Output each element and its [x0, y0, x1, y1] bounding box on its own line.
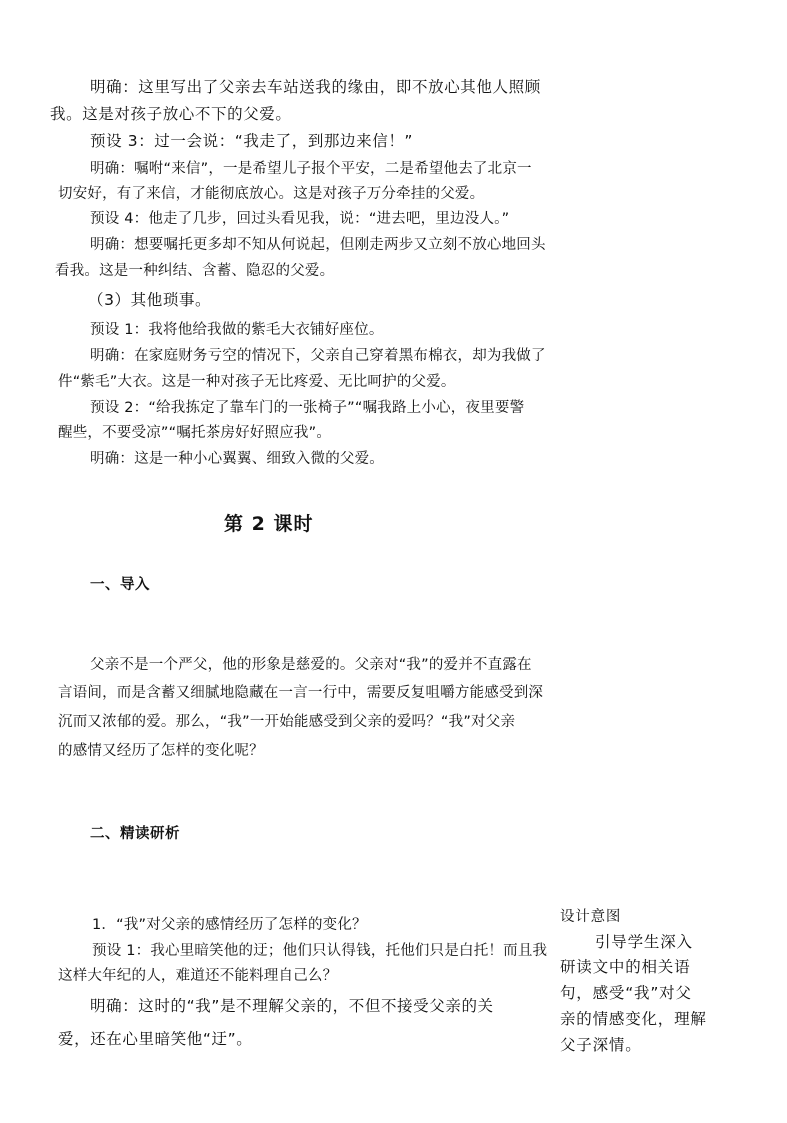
paragraph-line: 言语间，而是含蓄又细腻地隐藏在一言一行中，需要反复咀嚼方能感受到深: [58, 685, 544, 701]
paragraph-line: 的感情又经历了怎样的变化呢？: [58, 743, 264, 759]
preset-line: 预设 1：我心里暗笑他的迂；他们只认得钱，托他们只是白托！而且我: [92, 943, 548, 959]
question-line: 1．“我”对父亲的感情经历了怎样的变化？: [92, 917, 367, 933]
design-intent-line: 亲的情感变化，理解: [560, 1010, 707, 1028]
design-intent-line: 句，感受“我”对父: [560, 984, 692, 1002]
subsection-heading: （3）其他琐事。: [88, 291, 212, 309]
explanation-line: 明确：这是一种小心翼翼、细致入微的父爱。: [90, 451, 384, 467]
preset-line: 预设 1：我将他给我做的紫毛大衣铺好座位。: [90, 322, 384, 338]
design-intent-label: 设计意图: [560, 909, 622, 925]
explanation-line: 件“紫毛”大衣。这是一种对孩子无比疼爱、无比呵护的父爱。: [58, 374, 456, 390]
explanation-line: 我。这是对孩子放心不下的父爱。: [50, 105, 292, 123]
section-heading-intro: 一、导入: [90, 577, 150, 593]
paragraph-line: 父亲不是一个严父，他的形象是慈爱的。父亲对“我”的爱并不直露在: [90, 657, 532, 673]
preset-line: 预设 2：“给我拣定了靠车门的一张椅子”“嘱我路上小心，夜里要警: [90, 400, 525, 416]
explanation-line: 明确：这里写出了父亲去车站送我的缘由，即不放心其他人照顾: [90, 78, 541, 96]
explanation-line: 明确：想要嘱托更多却不知从何说起，但刚走两步又立刻不放心地回头: [90, 237, 546, 253]
design-intent-line: 研读文中的相关语: [560, 958, 691, 976]
explanation-line: 切安好，有了来信，才能彻底放心。这是对孩子万分牵挂的父爱。: [58, 186, 485, 202]
design-intent-line: 父子深情。: [560, 1036, 642, 1054]
preset-line: 这样大年纪的人，难道还不能料理自己么？: [58, 968, 338, 984]
explanation-line: 爱，还在心里暗笑他“迂”。: [58, 1030, 253, 1048]
explanation-line: 明确：嘱咐“来信”，一是希望儿子报个平安，二是希望他去了北京一: [90, 161, 532, 177]
explanation-line: 看我。这是一种纠结、含蓄、隐忍的父爱。: [55, 263, 335, 279]
preset-line: 预设 4：他走了几步，回过头看见我，说：“进去吧，里边没人。”: [90, 211, 510, 227]
explanation-line: 明确：这时的“我”是不理解父亲的，不但不接受父亲的关: [90, 997, 494, 1015]
design-intent-line: 引导学生深入: [595, 933, 693, 951]
preset-line: 预设 3：过一会说：“我走了，到那边来信！”: [90, 132, 414, 150]
lesson-title: 第 2 课时: [224, 513, 314, 535]
section-heading-reading: 二、精读研析: [90, 826, 180, 842]
preset-line: 醒些，不要受凉”“嘱托茶房好好照应我”。: [58, 425, 332, 441]
explanation-line: 明确：在家庭财务亏空的情况下，父亲自己穿着黑布棉衣，却为我做了: [90, 348, 546, 364]
paragraph-line: 沉而又浓郁的爱。那么，“我”一开始能感受到父亲的爱吗？“我”对父亲: [58, 714, 516, 730]
